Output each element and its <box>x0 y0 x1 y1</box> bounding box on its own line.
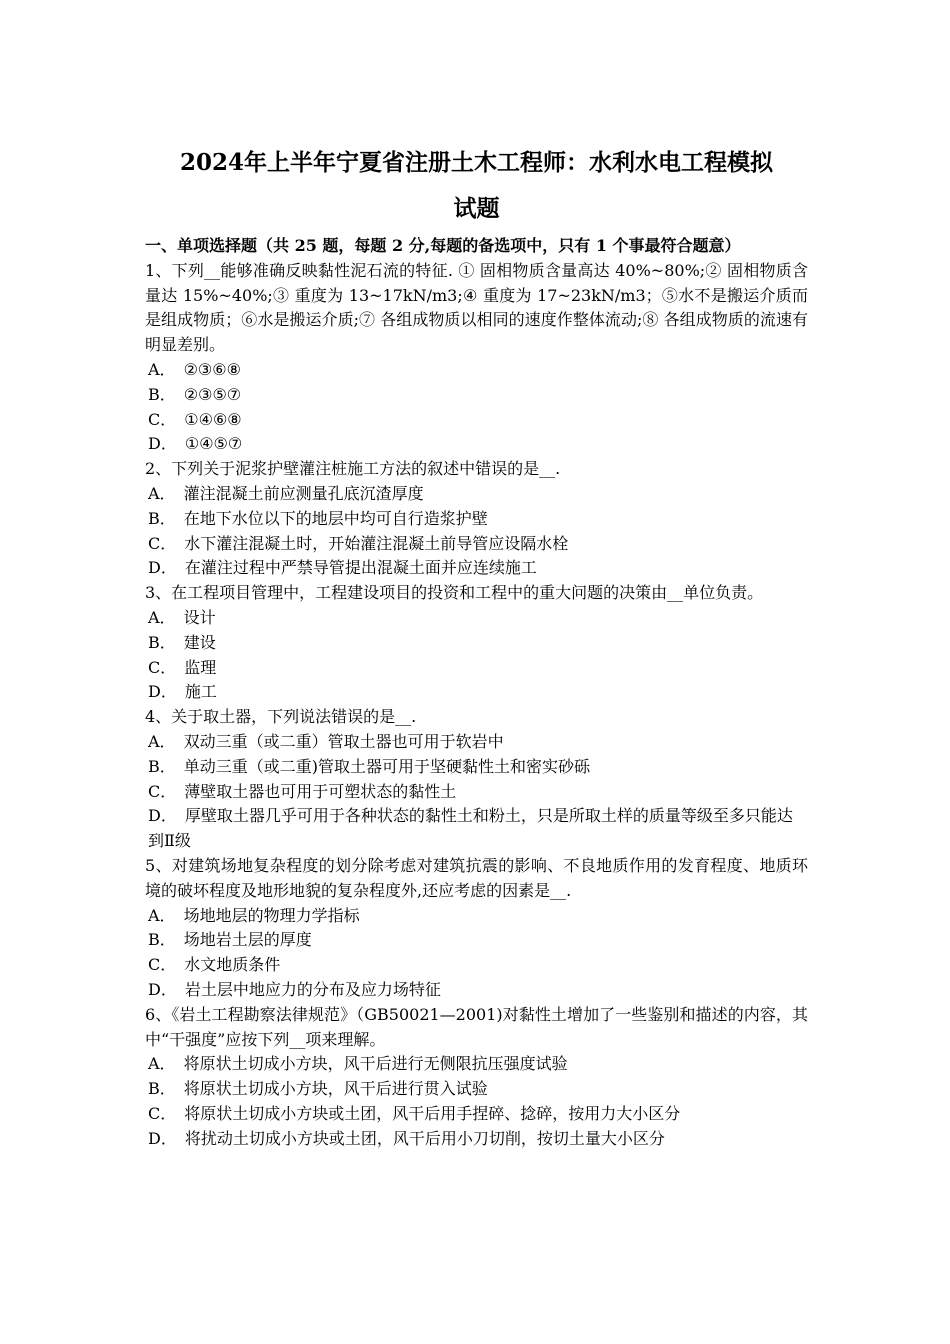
document-page <box>145 140 808 1151</box>
answer-option <box>145 1127 808 1152</box>
answer-option <box>145 408 808 433</box>
option-text: 将原状土切成小方块或土团，风干后用手捏碎、捻碎，按用力大小区分 <box>184 1103 681 1123</box>
option-text: 场地地层的物理力学指标 <box>183 905 360 925</box>
option-text: ②③⑥⑧ <box>183 359 241 379</box>
option-text: 厚壁取土器几乎可用于各种状态的黏性土和粉土，只是所取土样的质量等级至多只能达到Ⅱ级 <box>148 806 793 851</box>
option-letter: A． <box>148 607 176 627</box>
option-letter: A． <box>148 483 176 503</box>
answer-option <box>145 606 808 631</box>
option-letter: A． <box>148 905 176 925</box>
option-letter: C． <box>148 409 177 429</box>
question-stem: 2、下列关于泥浆护壁灌注桩施工方法的叙述中错误的是__. <box>145 459 561 479</box>
option-text: 岩土层中地应力的分布及应力场特征 <box>184 979 441 999</box>
answer-option <box>145 656 808 681</box>
option-letter: D． <box>148 806 177 826</box>
option-text: ①④⑤⑦ <box>184 434 243 454</box>
option-letter: A． <box>148 359 176 379</box>
answer-option <box>145 1102 808 1127</box>
option-letter: D． <box>148 434 177 454</box>
option-text: 水下灌注混凝土时，开始灌注混凝土前导管应设隔水栓 <box>184 533 569 553</box>
answer-option <box>145 556 808 581</box>
option-letter: B． <box>148 756 176 776</box>
answer-option <box>145 978 808 1003</box>
option-text: 设计 <box>183 607 216 627</box>
option-letter: D． <box>148 682 177 702</box>
answer-option <box>145 482 808 507</box>
section-heading: 一、单项选择题（共 25 题，每题 2 分,每题的备选项中，只有 1 个事最符合题意） <box>145 236 741 255</box>
option-letter: B． <box>148 930 176 950</box>
title-line-2: 试题 <box>453 195 500 222</box>
question-list <box>145 259 808 1152</box>
answer-option <box>145 730 808 755</box>
option-text: ②③⑤⑦ <box>183 384 242 404</box>
option-letter: C． <box>148 781 177 801</box>
answer-option <box>145 904 808 929</box>
answer-option <box>145 780 808 805</box>
answer-option <box>145 680 808 705</box>
option-text: 施工 <box>184 682 217 702</box>
answer-option <box>145 953 808 978</box>
question-item <box>145 854 808 1003</box>
option-letter: B． <box>148 1079 176 1099</box>
option-letter: C． <box>148 533 177 553</box>
option-letter: C． <box>148 657 177 677</box>
option-text: 将原状土切成小方块，风干后进行贯入试验 <box>183 1079 488 1099</box>
option-text: 场地岩土层的厚度 <box>183 930 312 950</box>
option-letter: B． <box>148 508 176 528</box>
option-text: 在地下水位以下的地层中均可自行造浆护壁 <box>183 508 488 528</box>
question-item <box>145 1003 808 1152</box>
title-line-1: 2024年上半年宁夏省注册土木工程师：水利水电工程模拟 <box>179 149 773 176</box>
option-text: 双动三重（或二重）管取土器也可用于软岩中 <box>183 731 504 751</box>
answer-option <box>145 383 808 408</box>
option-text: 建设 <box>183 632 216 652</box>
answer-option <box>145 532 808 557</box>
document-title <box>145 140 808 232</box>
answer-option <box>145 1077 808 1102</box>
question-stem: 1、下列__能够准确反映黏性泥石流的特征. ① 固相物质含量高达 40%~80%;② 固相物质含量达 15%~40%;③ 重度为 13~17kN/m3;④ 重度为 17~23kN/m3；⑤水不是搬运介质而是组成物质；⑥水是搬运介质;⑦ 各组成物质以相同的速度作整体流动;⑧ 各组成物质的流速有明显差别。 <box>145 260 808 355</box>
option-letter: A． <box>148 1054 176 1074</box>
option-letter: D． <box>148 1128 177 1148</box>
option-text: 将原状土切成小方块，风干后进行无侧限抗压强度试验 <box>183 1054 568 1074</box>
option-text: ①④⑥⑧ <box>184 409 242 429</box>
option-letter: C． <box>148 955 177 975</box>
option-text: 在灌注过程中严禁导管提出混凝土面并应连续施工 <box>184 558 537 578</box>
answer-option <box>145 1052 808 1077</box>
question-item <box>145 457 808 581</box>
answer-option <box>145 507 808 532</box>
question-stem: 5、对建筑场地复杂程度的划分除考虑对建筑抗震的影响、不良地质作用的发育程度、地质环境的破坏程度及地形地貌的复杂程度外,还应考虑的因素是__. <box>145 855 808 900</box>
option-text: 将扰动土切成小方块或土团，风干后用小刀切削，按切土量大小区分 <box>184 1128 665 1148</box>
option-text: 灌注混凝土前应测量孔底沉渣厚度 <box>183 483 424 503</box>
option-letter: B． <box>148 632 176 652</box>
answer-option <box>145 928 808 953</box>
option-letter: D． <box>148 979 177 999</box>
answer-option <box>145 755 808 780</box>
option-text: 薄壁取土器也可用于可塑状态的黏性土 <box>184 781 457 801</box>
option-letter: D． <box>148 558 177 578</box>
answer-option <box>145 631 808 656</box>
question-stem: 6、《岩土工程勘察法律规范》（GB50021—2001)对黏性土增加了一些鉴别和描述的内容，其中“干强度”应按下列__项来理解。 <box>145 1004 808 1049</box>
option-letter: A． <box>148 731 176 751</box>
question-item <box>145 705 808 854</box>
question-stem: 4、关于取土器，下列说法错误的是__. <box>145 707 417 727</box>
answer-option <box>145 804 808 854</box>
question-item <box>145 581 808 705</box>
answer-option <box>145 432 808 457</box>
question-item <box>145 259 808 457</box>
option-letter: B． <box>148 384 176 404</box>
question-stem: 3、在工程项目管理中，工程建设项目的投资和工程中的重大问题的决策由__单位负责。 <box>145 583 764 603</box>
answer-option <box>145 358 808 383</box>
option-text: 监理 <box>184 657 217 677</box>
option-text: 单动三重（或二重)管取土器可用于坚硬黏性土和密实砂砾 <box>183 756 591 776</box>
option-text: 水文地质条件 <box>184 955 281 975</box>
option-letter: C． <box>148 1103 177 1123</box>
